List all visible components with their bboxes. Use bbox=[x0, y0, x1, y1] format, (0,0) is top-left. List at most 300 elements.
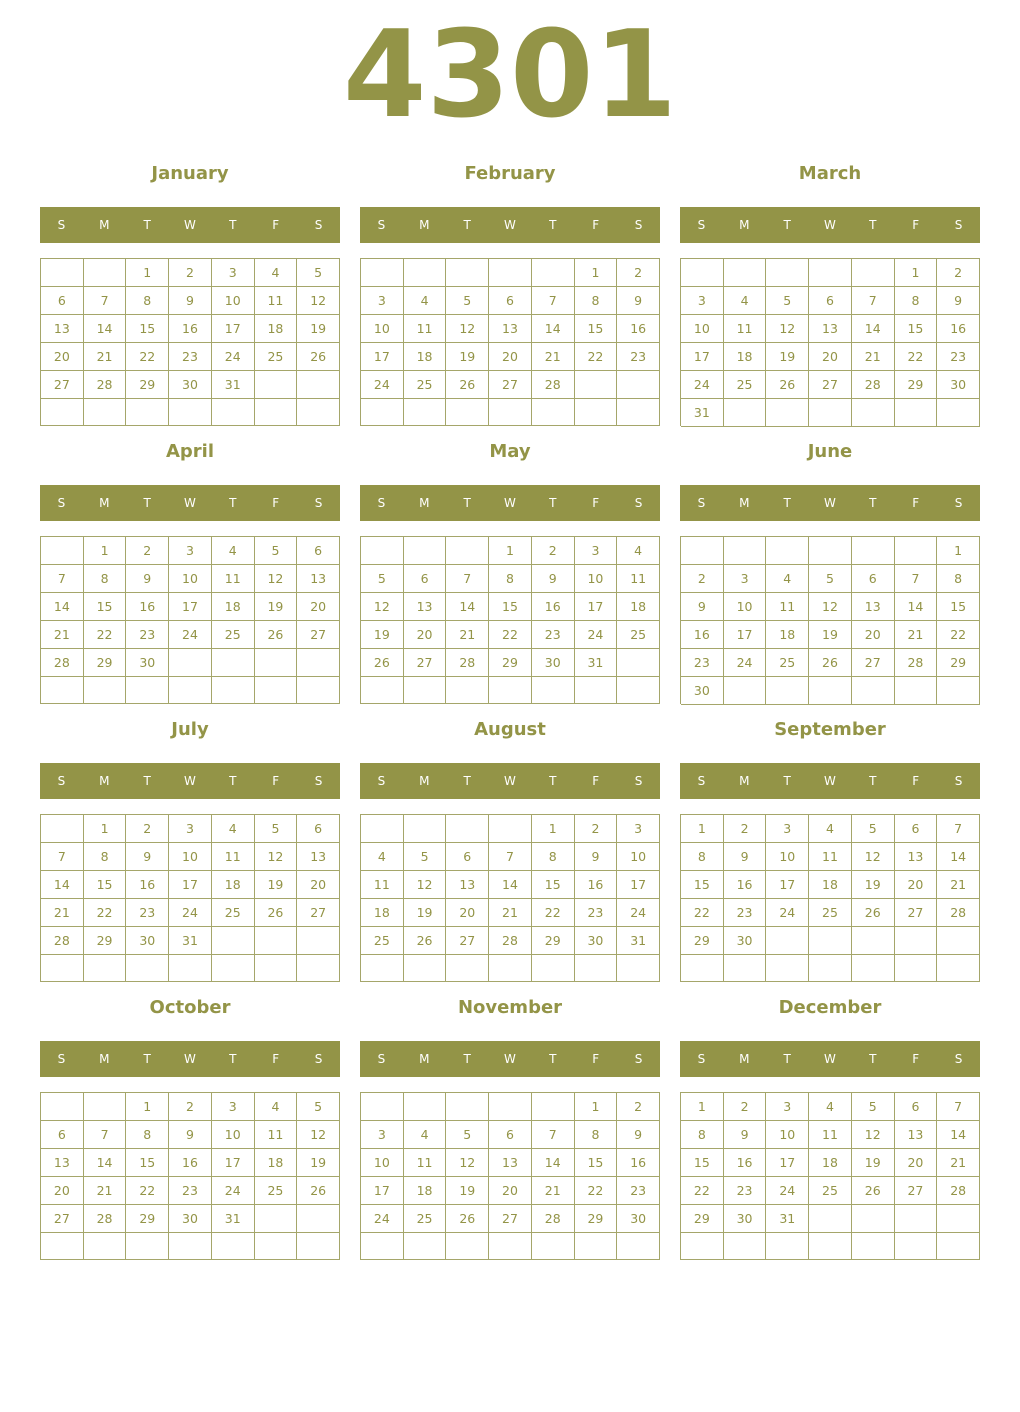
day-cell: 11 bbox=[255, 1121, 298, 1149]
day-cell: 27 bbox=[404, 649, 447, 677]
day-cell: 16 bbox=[169, 1149, 212, 1177]
weekday-label: T bbox=[549, 774, 557, 788]
day-cell: 3 bbox=[212, 259, 255, 287]
empty-day-cell bbox=[766, 537, 809, 565]
day-cell: 27 bbox=[41, 1205, 84, 1233]
weekday-label: T bbox=[229, 496, 237, 510]
day-cell: 12 bbox=[297, 1121, 340, 1149]
day-cell: 18 bbox=[212, 871, 255, 899]
empty-day-cell bbox=[361, 677, 404, 704]
day-cell: 28 bbox=[532, 371, 575, 399]
day-cell: 5 bbox=[852, 1093, 895, 1121]
empty-day-cell bbox=[446, 677, 489, 704]
day-cell: 24 bbox=[169, 621, 212, 649]
day-cell: 22 bbox=[937, 621, 980, 649]
day-cell: 27 bbox=[809, 371, 852, 399]
empty-day-cell bbox=[169, 677, 212, 704]
day-cell: 29 bbox=[532, 927, 575, 955]
weekday-header bbox=[360, 763, 660, 799]
day-cell: 26 bbox=[404, 927, 447, 955]
weekday-label: T bbox=[143, 1052, 151, 1066]
day-cell: 5 bbox=[297, 1093, 340, 1121]
weekday-label: S bbox=[314, 1052, 323, 1066]
weekday-header bbox=[680, 485, 980, 521]
day-cell: 3 bbox=[617, 815, 660, 843]
empty-day-cell bbox=[852, 1205, 895, 1233]
day-cell: 4 bbox=[255, 259, 298, 287]
day-cell: 10 bbox=[766, 1121, 809, 1149]
day-cell: 20 bbox=[41, 343, 84, 371]
day-cell: 5 bbox=[446, 1121, 489, 1149]
day-cell: 19 bbox=[297, 1149, 340, 1177]
empty-day-cell bbox=[895, 537, 938, 565]
day-cell: 7 bbox=[84, 287, 127, 315]
day-cell: 8 bbox=[532, 843, 575, 871]
day-cell: 22 bbox=[575, 343, 618, 371]
weekday-label: S bbox=[697, 496, 706, 510]
empty-day-cell bbox=[681, 537, 724, 565]
day-cell: 27 bbox=[489, 1205, 532, 1233]
weekday-header bbox=[680, 763, 980, 799]
day-cell: 7 bbox=[489, 843, 532, 871]
day-cell: 1 bbox=[84, 537, 127, 565]
day-cell: 3 bbox=[169, 537, 212, 565]
day-cell: 14 bbox=[532, 315, 575, 343]
day-cell: 30 bbox=[532, 649, 575, 677]
day-cell: 17 bbox=[681, 343, 724, 371]
day-cell: 22 bbox=[84, 621, 127, 649]
weekday-label: S bbox=[314, 218, 323, 232]
empty-day-cell bbox=[446, 1093, 489, 1121]
day-cell: 15 bbox=[681, 871, 724, 899]
weekday-label: T bbox=[549, 218, 557, 232]
day-cell: 8 bbox=[575, 287, 618, 315]
empty-day-cell bbox=[489, 1233, 532, 1260]
empty-day-cell bbox=[404, 1233, 447, 1260]
day-cell: 26 bbox=[766, 371, 809, 399]
empty-day-cell bbox=[404, 259, 447, 287]
day-cell: 31 bbox=[681, 399, 724, 427]
day-cell: 17 bbox=[724, 621, 767, 649]
weekday-label: S bbox=[377, 496, 386, 510]
day-cell: 14 bbox=[489, 871, 532, 899]
day-cell: 23 bbox=[532, 621, 575, 649]
empty-day-cell bbox=[41, 399, 84, 426]
day-cell: 5 bbox=[255, 815, 298, 843]
day-cell: 11 bbox=[255, 287, 298, 315]
weekday-label: F bbox=[592, 496, 600, 510]
weekday-header bbox=[680, 1041, 980, 1077]
day-cell: 19 bbox=[446, 343, 489, 371]
day-cell: 29 bbox=[937, 649, 980, 677]
day-cell: 28 bbox=[84, 1205, 127, 1233]
day-cell: 26 bbox=[297, 343, 340, 371]
day-cell: 15 bbox=[84, 871, 127, 899]
day-cell: 31 bbox=[212, 1205, 255, 1233]
weekday-label: T bbox=[549, 496, 557, 510]
weekday-label: S bbox=[634, 496, 643, 510]
day-cell: 15 bbox=[575, 315, 618, 343]
day-cell: 20 bbox=[895, 871, 938, 899]
day-cell: 18 bbox=[809, 1149, 852, 1177]
day-cell: 2 bbox=[532, 537, 575, 565]
day-cell: 28 bbox=[895, 649, 938, 677]
empty-day-cell bbox=[212, 399, 255, 426]
day-cell: 27 bbox=[297, 621, 340, 649]
day-cell: 20 bbox=[404, 621, 447, 649]
day-cell: 7 bbox=[532, 1121, 575, 1149]
empty-day-cell bbox=[404, 1093, 447, 1121]
day-cell: 13 bbox=[809, 315, 852, 343]
day-cell: 7 bbox=[895, 565, 938, 593]
weekday-label: T bbox=[143, 218, 151, 232]
day-cell: 7 bbox=[937, 815, 980, 843]
day-cell: 15 bbox=[126, 315, 169, 343]
day-cell: 11 bbox=[404, 1149, 447, 1177]
day-cell: 18 bbox=[404, 343, 447, 371]
weekday-label: M bbox=[99, 496, 110, 510]
day-cell: 18 bbox=[724, 343, 767, 371]
day-cell: 26 bbox=[297, 1177, 340, 1205]
day-cell: 16 bbox=[681, 621, 724, 649]
weekday-label: T bbox=[783, 774, 791, 788]
empty-day-cell bbox=[489, 677, 532, 704]
weekday-label: F bbox=[592, 218, 600, 232]
empty-day-cell bbox=[41, 815, 84, 843]
empty-day-cell bbox=[724, 1233, 767, 1260]
empty-day-cell bbox=[297, 927, 340, 955]
empty-day-cell bbox=[212, 955, 255, 982]
day-cell: 21 bbox=[532, 1177, 575, 1205]
weekday-label: T bbox=[869, 774, 877, 788]
weekday-label: T bbox=[229, 218, 237, 232]
empty-day-cell bbox=[41, 537, 84, 565]
weekday-label: T bbox=[463, 218, 471, 232]
day-cell: 16 bbox=[937, 315, 980, 343]
day-cell: 3 bbox=[361, 287, 404, 315]
day-cell: 4 bbox=[809, 1093, 852, 1121]
day-cell: 13 bbox=[852, 593, 895, 621]
empty-day-cell bbox=[766, 955, 809, 982]
day-cell: 9 bbox=[575, 843, 618, 871]
weekday-label: W bbox=[824, 774, 836, 788]
weekday-label: T bbox=[869, 1052, 877, 1066]
day-cell: 1 bbox=[489, 537, 532, 565]
day-cell: 17 bbox=[169, 871, 212, 899]
empty-day-cell bbox=[297, 371, 340, 399]
empty-day-cell bbox=[404, 399, 447, 426]
weekday-label: M bbox=[99, 1052, 110, 1066]
day-cell: 6 bbox=[809, 287, 852, 315]
empty-day-cell bbox=[84, 955, 127, 982]
day-cell: 14 bbox=[84, 1149, 127, 1177]
day-cell: 23 bbox=[169, 1177, 212, 1205]
weekday-label: T bbox=[783, 496, 791, 510]
day-cell: 3 bbox=[361, 1121, 404, 1149]
day-cell: 24 bbox=[361, 1205, 404, 1233]
day-cell: 25 bbox=[809, 899, 852, 927]
weekday-label: T bbox=[143, 496, 151, 510]
day-cell: 7 bbox=[84, 1121, 127, 1149]
empty-day-cell bbox=[852, 955, 895, 982]
day-cell: 8 bbox=[681, 1121, 724, 1149]
day-cell: 14 bbox=[84, 315, 127, 343]
empty-day-cell bbox=[212, 677, 255, 704]
empty-day-cell bbox=[766, 677, 809, 705]
empty-day-cell bbox=[681, 259, 724, 287]
day-cell: 13 bbox=[297, 565, 340, 593]
day-cell: 8 bbox=[126, 287, 169, 315]
day-cell: 30 bbox=[169, 1205, 212, 1233]
day-cell: 16 bbox=[169, 315, 212, 343]
empty-day-cell bbox=[84, 677, 127, 704]
day-cell: 20 bbox=[852, 621, 895, 649]
empty-day-cell bbox=[809, 927, 852, 955]
day-cell: 13 bbox=[895, 1121, 938, 1149]
empty-day-cell bbox=[489, 399, 532, 426]
weekday-label: T bbox=[463, 774, 471, 788]
weekday-label: W bbox=[504, 496, 516, 510]
weekday-label: M bbox=[99, 218, 110, 232]
day-cell: 31 bbox=[575, 649, 618, 677]
day-cell: 28 bbox=[84, 371, 127, 399]
weekday-label: T bbox=[463, 1052, 471, 1066]
empty-day-cell bbox=[895, 927, 938, 955]
day-cell: 12 bbox=[852, 843, 895, 871]
empty-day-cell bbox=[617, 677, 660, 704]
weekday-label: T bbox=[783, 218, 791, 232]
day-cell: 6 bbox=[895, 1093, 938, 1121]
day-cell: 22 bbox=[84, 899, 127, 927]
day-cell: 4 bbox=[766, 565, 809, 593]
day-cell: 24 bbox=[766, 899, 809, 927]
day-cell: 26 bbox=[446, 1205, 489, 1233]
day-cell: 22 bbox=[126, 343, 169, 371]
empty-day-cell bbox=[489, 259, 532, 287]
weekday-label: S bbox=[954, 1052, 963, 1066]
empty-day-cell bbox=[852, 399, 895, 427]
empty-day-cell bbox=[575, 371, 618, 399]
empty-day-cell bbox=[852, 537, 895, 565]
day-cell: 24 bbox=[212, 343, 255, 371]
day-cell: 20 bbox=[446, 899, 489, 927]
day-cell: 4 bbox=[361, 843, 404, 871]
weekday-label: F bbox=[272, 496, 280, 510]
day-cell: 1 bbox=[681, 815, 724, 843]
weekday-label: S bbox=[634, 774, 643, 788]
empty-day-cell bbox=[41, 1093, 84, 1121]
empty-day-cell bbox=[895, 399, 938, 427]
day-cell: 26 bbox=[809, 649, 852, 677]
weekday-label: F bbox=[912, 496, 920, 510]
weekday-label: F bbox=[592, 1052, 600, 1066]
empty-day-cell bbox=[724, 399, 767, 427]
day-cell: 23 bbox=[169, 343, 212, 371]
day-cell: 12 bbox=[297, 287, 340, 315]
day-cell: 25 bbox=[255, 1177, 298, 1205]
empty-day-cell bbox=[809, 537, 852, 565]
day-cell: 3 bbox=[724, 565, 767, 593]
day-cell: 19 bbox=[766, 343, 809, 371]
weekday-label: W bbox=[824, 1052, 836, 1066]
empty-day-cell bbox=[575, 677, 618, 704]
empty-day-cell bbox=[212, 927, 255, 955]
empty-day-cell bbox=[84, 1093, 127, 1121]
day-cell: 29 bbox=[895, 371, 938, 399]
day-cell: 17 bbox=[212, 1149, 255, 1177]
weekday-label: S bbox=[377, 774, 386, 788]
weekday-label: W bbox=[184, 1052, 196, 1066]
weekday-label: S bbox=[314, 496, 323, 510]
empty-day-cell bbox=[361, 259, 404, 287]
day-cell: 19 bbox=[852, 1149, 895, 1177]
weekday-label: M bbox=[419, 496, 430, 510]
day-cell: 21 bbox=[532, 343, 575, 371]
day-cell: 14 bbox=[532, 1149, 575, 1177]
day-cell: 28 bbox=[41, 649, 84, 677]
month-name: April bbox=[165, 441, 215, 462]
day-cell: 16 bbox=[126, 871, 169, 899]
empty-day-cell bbox=[766, 927, 809, 955]
empty-day-cell bbox=[84, 259, 127, 287]
day-cell: 18 bbox=[404, 1177, 447, 1205]
empty-day-cell bbox=[937, 955, 980, 982]
day-cell: 17 bbox=[766, 871, 809, 899]
empty-day-cell bbox=[575, 1233, 618, 1260]
weekday-label: S bbox=[697, 218, 706, 232]
day-cell: 16 bbox=[617, 315, 660, 343]
day-cell: 31 bbox=[212, 371, 255, 399]
empty-day-cell bbox=[809, 1233, 852, 1260]
day-cell: 22 bbox=[532, 899, 575, 927]
day-cell: 4 bbox=[617, 537, 660, 565]
day-cell: 4 bbox=[404, 287, 447, 315]
day-grid bbox=[40, 536, 340, 704]
day-cell: 5 bbox=[404, 843, 447, 871]
day-cell: 6 bbox=[852, 565, 895, 593]
day-cell: 19 bbox=[852, 871, 895, 899]
day-cell: 9 bbox=[169, 1121, 212, 1149]
day-cell: 16 bbox=[126, 593, 169, 621]
day-cell: 27 bbox=[446, 927, 489, 955]
month-name: July bbox=[171, 719, 209, 740]
day-cell: 2 bbox=[169, 1093, 212, 1121]
day-cell: 5 bbox=[255, 537, 298, 565]
empty-day-cell bbox=[41, 259, 84, 287]
empty-day-cell bbox=[575, 955, 618, 982]
day-cell: 6 bbox=[297, 815, 340, 843]
day-cell: 9 bbox=[617, 287, 660, 315]
day-cell: 27 bbox=[852, 649, 895, 677]
day-cell: 13 bbox=[41, 1149, 84, 1177]
day-cell: 25 bbox=[809, 1177, 852, 1205]
day-cell: 23 bbox=[126, 621, 169, 649]
day-cell: 27 bbox=[489, 371, 532, 399]
day-cell: 3 bbox=[766, 1093, 809, 1121]
day-cell: 9 bbox=[126, 843, 169, 871]
day-cell: 12 bbox=[446, 315, 489, 343]
day-cell: 31 bbox=[169, 927, 212, 955]
day-cell: 19 bbox=[446, 1177, 489, 1205]
day-grid bbox=[680, 258, 980, 426]
day-cell: 5 bbox=[297, 259, 340, 287]
empty-day-cell bbox=[297, 677, 340, 704]
weekday-label: M bbox=[99, 774, 110, 788]
day-cell: 23 bbox=[724, 1177, 767, 1205]
day-cell: 19 bbox=[297, 315, 340, 343]
weekday-label: W bbox=[504, 218, 516, 232]
weekday-label: W bbox=[184, 496, 196, 510]
day-cell: 29 bbox=[489, 649, 532, 677]
empty-day-cell bbox=[937, 677, 980, 705]
day-cell: 12 bbox=[766, 315, 809, 343]
weekday-label: S bbox=[954, 218, 963, 232]
empty-day-cell bbox=[895, 1205, 938, 1233]
day-cell: 6 bbox=[446, 843, 489, 871]
day-cell: 21 bbox=[446, 621, 489, 649]
day-cell: 20 bbox=[297, 593, 340, 621]
day-cell: 1 bbox=[895, 259, 938, 287]
day-cell: 10 bbox=[361, 315, 404, 343]
weekday-label: M bbox=[739, 496, 750, 510]
day-cell: 24 bbox=[617, 899, 660, 927]
day-cell: 12 bbox=[404, 871, 447, 899]
weekday-header bbox=[40, 485, 340, 521]
day-cell: 6 bbox=[41, 1121, 84, 1149]
empty-day-cell bbox=[361, 955, 404, 982]
day-cell: 6 bbox=[41, 287, 84, 315]
day-cell: 28 bbox=[489, 927, 532, 955]
day-cell: 9 bbox=[724, 843, 767, 871]
day-cell: 24 bbox=[575, 621, 618, 649]
day-cell: 23 bbox=[575, 899, 618, 927]
weekday-header bbox=[40, 763, 340, 799]
day-cell: 17 bbox=[212, 315, 255, 343]
day-cell: 5 bbox=[361, 565, 404, 593]
empty-day-cell bbox=[489, 815, 532, 843]
day-cell: 12 bbox=[446, 1149, 489, 1177]
day-cell: 31 bbox=[617, 927, 660, 955]
weekday-label: T bbox=[549, 1052, 557, 1066]
day-cell: 26 bbox=[852, 1177, 895, 1205]
empty-day-cell bbox=[617, 399, 660, 426]
day-cell: 12 bbox=[361, 593, 404, 621]
weekday-header bbox=[360, 207, 660, 243]
day-cell: 26 bbox=[361, 649, 404, 677]
day-cell: 25 bbox=[212, 621, 255, 649]
day-grid bbox=[680, 536, 980, 704]
day-cell: 25 bbox=[404, 371, 447, 399]
day-cell: 9 bbox=[937, 287, 980, 315]
day-cell: 9 bbox=[724, 1121, 767, 1149]
day-cell: 17 bbox=[169, 593, 212, 621]
weekday-label: W bbox=[184, 774, 196, 788]
empty-day-cell bbox=[852, 1233, 895, 1260]
empty-day-cell bbox=[446, 955, 489, 982]
weekday-label: S bbox=[697, 1052, 706, 1066]
day-cell: 10 bbox=[681, 315, 724, 343]
day-cell: 10 bbox=[766, 843, 809, 871]
day-cell: 14 bbox=[937, 1121, 980, 1149]
empty-day-cell bbox=[169, 955, 212, 982]
weekday-label: F bbox=[592, 774, 600, 788]
empty-day-cell bbox=[895, 677, 938, 705]
day-cell: 10 bbox=[724, 593, 767, 621]
day-cell: 18 bbox=[361, 899, 404, 927]
day-cell: 21 bbox=[41, 621, 84, 649]
day-cell: 27 bbox=[297, 899, 340, 927]
day-cell: 14 bbox=[41, 593, 84, 621]
